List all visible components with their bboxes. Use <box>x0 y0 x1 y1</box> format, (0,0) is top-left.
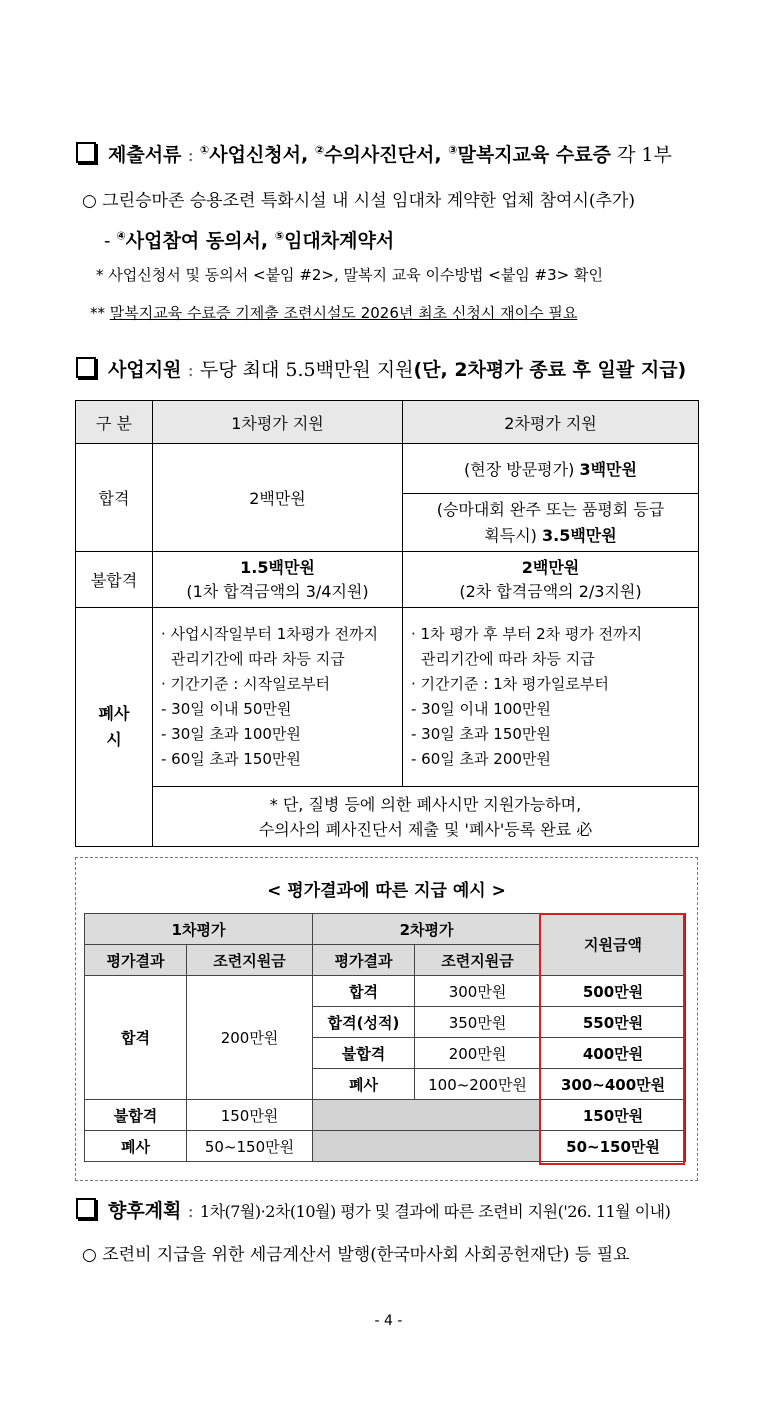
header-first-eval: 1차평가 <box>85 914 313 945</box>
row-label-pass: 합격 <box>76 444 153 552</box>
row-label-death: 폐사 시 <box>76 608 153 847</box>
header-second-eval: 2차평가 지원 <box>403 401 699 444</box>
death-second-cell: · 1차 평가 후 부터 2차 평가 전까지 관리기간에 따라 차등 지급 · 기간기준 : 1차 평가일로부터 - 30일 이내 100만원 - 30일 초과 150만원 - 60일 초과 200만원 <box>403 608 699 787</box>
header-amount: 지원금액 <box>541 914 686 976</box>
pass-second-visit: (현장 방문평가) 3백만원 <box>403 444 699 494</box>
table-row: 불합격 150만원 150만원 <box>85 1100 686 1131</box>
header-second-eval: 2차평가 <box>313 914 541 945</box>
sub-items-line: - ④사업참여 동의서, ⑤임대차계약서 <box>104 229 395 252</box>
section-title: 향후계획 <box>108 1200 182 1222</box>
empty-gray-cell <box>313 1131 541 1162</box>
death-first-cell: · 사업시작일부터 1차평가 전까지 관리기간에 따라 차등 지급 · 기간기준 : 시작일로부터 - 30일 이내 50만원 - 30일 초과 100만원 - 60일 초과 150만원 <box>153 608 403 787</box>
example-table: 1차평가 2차평가 지원금액 평가결과 조련지원금 평가결과 조련지원금 합격 200만원 합격 300만원 500만원 합격(성적) 350만원 550만원 불합격 200만원 400만원 폐사 100~200만원 300~400만원 불합격 150만원 150만원 폐사 50~150만원 50~150만원 <box>84 913 686 1162</box>
example-title: < 평가결과에 따른 지급 예시 > <box>267 881 506 901</box>
square-bullet-icon <box>76 357 96 378</box>
note-line-2: ** 말복지교육 수료증 기제출 조련시설도 2026년 최초 신청시 재이수 필요 <box>90 304 578 322</box>
table-row: 합격 200만원 합격 300만원 500만원 <box>85 976 686 1007</box>
note-line-1: * 사업신청서 및 동의서 <붙임 #2>, 말복지 교육 이수방법 <붙임 #3> 확인 <box>96 266 603 284</box>
header-first-eval: 1차평가 지원 <box>153 401 403 444</box>
row-label-fail: 불합격 <box>76 552 153 608</box>
table-row: 불합격 200만원 400만원 <box>85 1038 686 1069</box>
circle-bullet-icon: ○ <box>82 1245 97 1265</box>
bullet-line: ○ 그린승마존 승용조련 특화시설 내 시설 임대차 계약한 업체 참여시(추가) <box>82 191 635 211</box>
pass-second-competition: (승마대회 완주 또는 품평회 등급 획득시) 3.5백만원 <box>403 494 699 552</box>
square-bullet-icon <box>76 1198 96 1219</box>
page-number: - 4 - <box>374 1313 403 1329</box>
fail-first-cell: 1.5백만원 (1차 합격금액의 3/4지원) <box>153 552 403 608</box>
section-support-heading: 사업지원 : 두당 최대 5.5백만원 지원(단, 2차평가 종료 후 일괄 지급) <box>76 355 686 382</box>
section-plan-heading: 향후계획 : 1차(7월)·2차(10월) 평가 및 결과에 따른 조련비 지원('26. 11월 이내) <box>76 1196 670 1223</box>
bullet-line: ○ 조련비 지급을 위한 세금계산서 발행(한국마사회 사회공헌재단) 등 필요 <box>82 1245 630 1265</box>
section-title: 제출서류 <box>108 144 182 166</box>
table-row: 폐사 50~150만원 50~150만원 <box>85 1131 686 1162</box>
empty-gray-cell <box>313 1100 541 1131</box>
square-bullet-icon <box>76 142 96 163</box>
section-submission-heading: 제출서류 : ①사업신청서, ②수의사진단서, ③말복지교육 수료증 각 1부 <box>76 140 672 167</box>
pass-first-value: 2백만원 <box>153 444 403 552</box>
support-table <box>75 400 699 847</box>
section-title: 사업지원 <box>108 359 182 381</box>
table-row: 폐사 100~200만원 300~400만원 <box>85 1069 686 1100</box>
death-note-cell: * 단, 질병 등에 의한 폐사시만 지원가능하며, 수의사의 폐사진단서 제출 및 '폐사'등록 완료 必 <box>153 787 699 847</box>
header-category: 구 분 <box>76 401 153 444</box>
circle-bullet-icon: ○ <box>82 191 97 211</box>
table-row: 합격(성적) 350만원 550만원 <box>85 1007 686 1038</box>
fail-second-cell: 2백만원 (2차 합격금액의 2/3지원) <box>403 552 699 608</box>
